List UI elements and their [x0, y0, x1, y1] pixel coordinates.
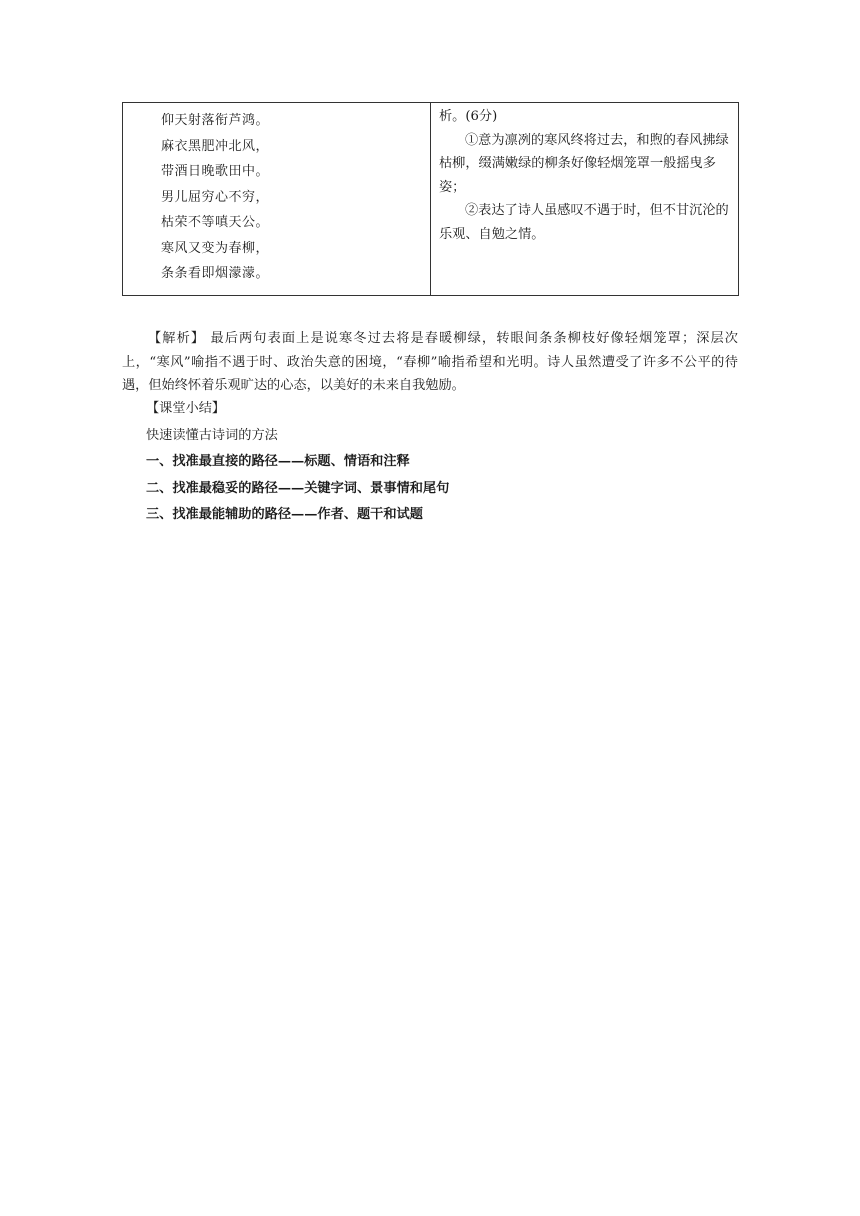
poem-line: 男儿屈穷心不穷， — [161, 189, 270, 205]
summary-point-3: 三、找准最能辅助的路径——作者、题干和试题 — [146, 507, 423, 522]
poem-line: 条条看即烟濛濛。 — [161, 266, 270, 281]
summary-subtitle: 快速读懂古诗词的方法 — [146, 428, 278, 443]
analysis-text: 最后两句表面上是说寒冬过去将是春暖柳绿，转眼间条条柳枝好像轻烟笼罩；深层次上，“寒风”喻指不遇于时、政治失意的困境，“春柳”喻指希望和光明。诗人虽然遭受了许多不公平的待遇，但始终怀着乐观旷达的心态，以美好的未来自我勉励。 — [122, 331, 738, 393]
answer-text — [431, 103, 738, 246]
poem-answer-table — [122, 102, 739, 296]
answer-point-2: ②表达了诗人虽感叹不遇于时，但不甘沉沦的乐观、自勉之情。 — [439, 203, 729, 242]
answer-point-1: ①意为凛冽的寒风终将过去，和煦的春风拂绿枯柳，缀满嫩绿的柳条好像轻烟笼罩一般摇曳多姿； — [439, 132, 729, 195]
summary-heading: 【课堂小结】 — [146, 401, 226, 416]
summary-point-1: 一、找准最直接的路径——标题、情语和注释 — [146, 454, 410, 469]
poem-cell — [123, 103, 431, 296]
analysis-tag: 【解析】 — [148, 331, 206, 346]
summary-point-2: 二、找准最稳妥的路径——关键字词、景事情和尾句 — [146, 481, 450, 496]
answer-cell — [431, 103, 739, 296]
poem-line: 仰天射落衔芦鸿。 — [161, 113, 270, 128]
poem-text — [123, 103, 430, 287]
poem-line: 枯荣不等嗔天公。 — [161, 215, 270, 230]
poem-line: 带酒日晚歌田中。 — [161, 164, 270, 179]
analysis-paragraph — [122, 327, 738, 398]
poem-line: 寒风又变为春柳， — [161, 240, 270, 256]
answer-head: 析。(6分) — [439, 109, 498, 124]
poem-line: 麻衣黑肥冲北风， — [161, 138, 270, 154]
